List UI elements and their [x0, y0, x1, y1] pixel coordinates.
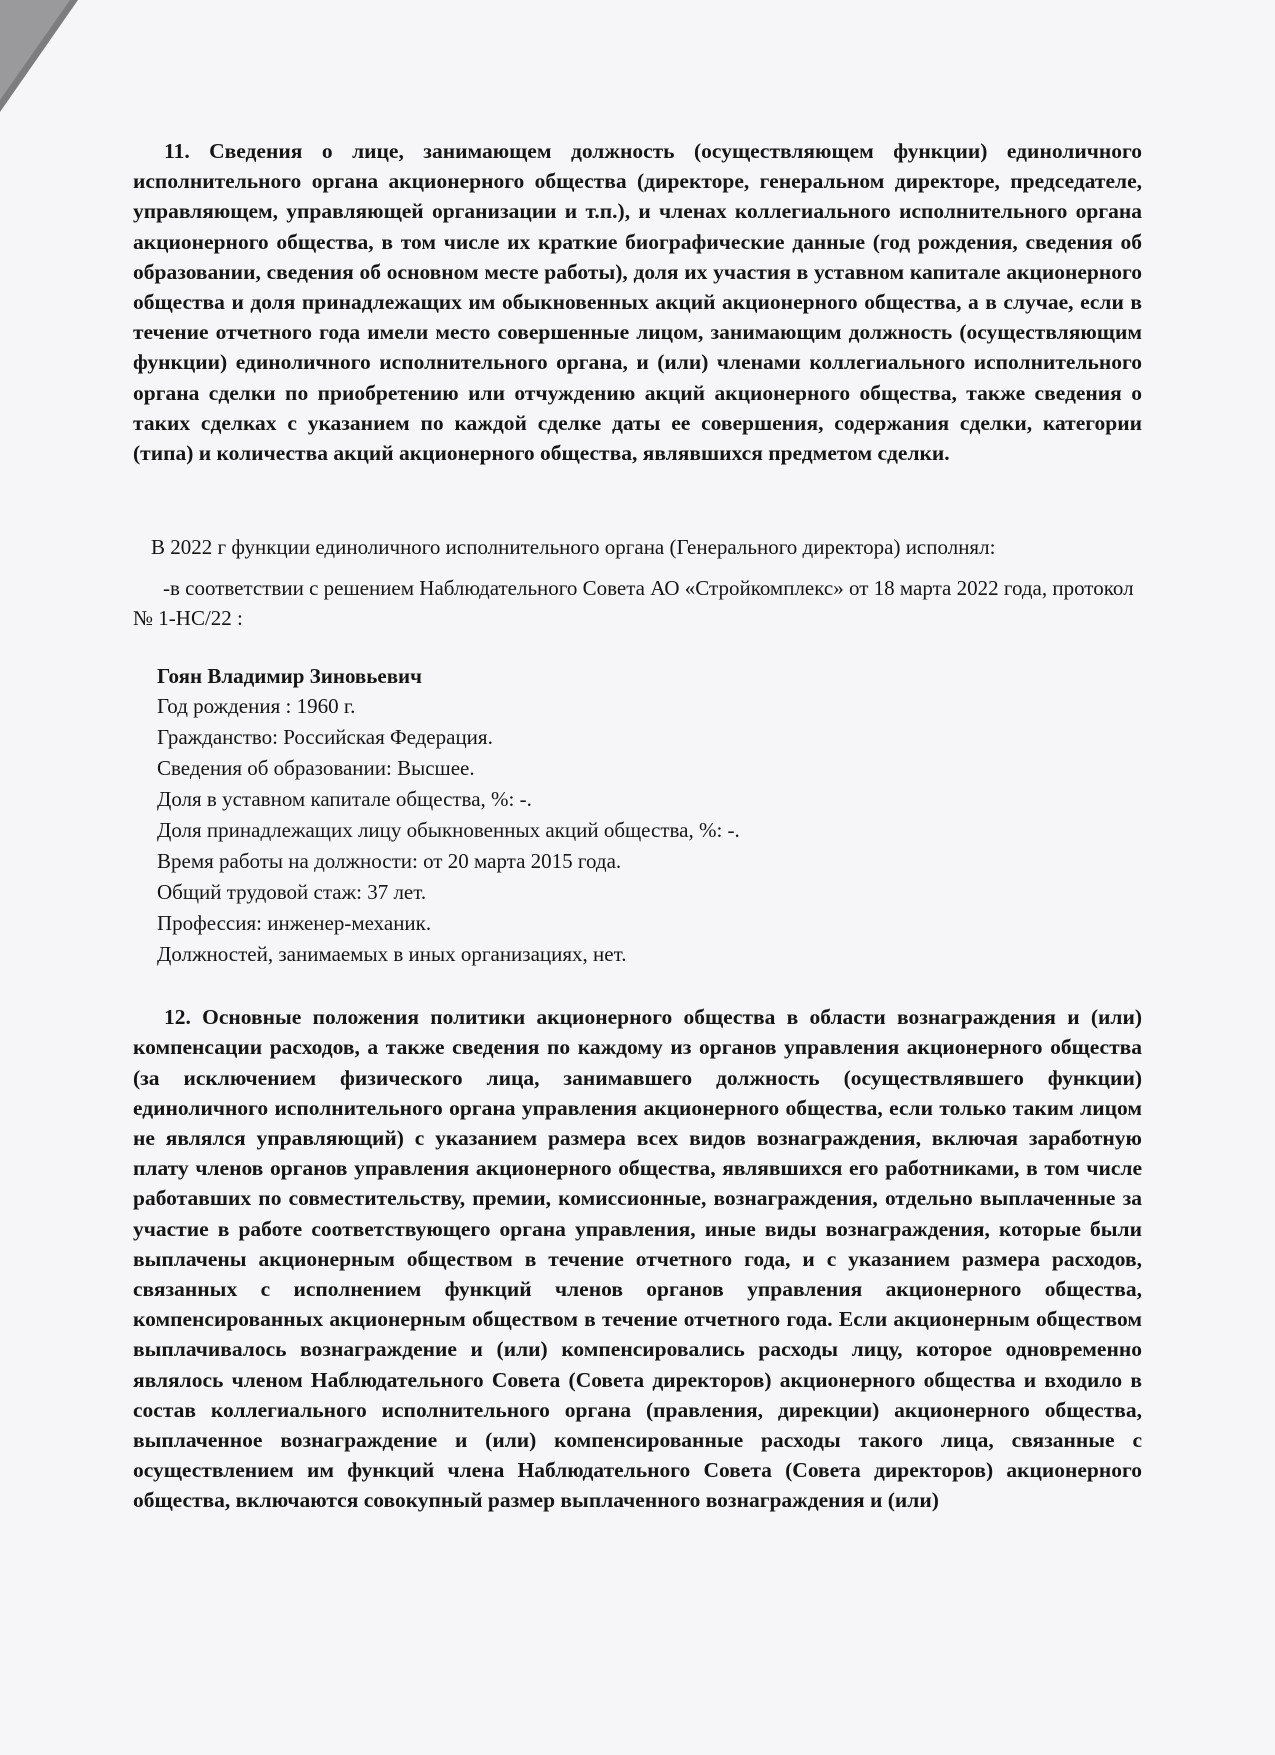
ceo-details [133, 661, 1142, 970]
folded-corner-edge [0, 0, 70, 100]
ceo-shares-share: Доля принадлежащих лицу обыкновенных акций общества, %: -. [157, 818, 740, 843]
ceo-education: Сведения об образовании: Высшее. [157, 756, 475, 781]
ceo-work-experience: Общий трудовой стаж: 37 лет. [157, 880, 427, 905]
ceo-citizenship: Гражданство: Российская Федерация. [157, 725, 493, 750]
section-11-text: 11. Сведения о лице, занимающем должность (осуществляющем функции) единоличного исполнительного органа акционерного общества (директоре, генеральном директоре, председателе, управляющем, управляющей организации и т.п.), и членах коллегиального исполнительного органа акционерного общества, в том числе их краткие биографические данные (год рождения, сведения об образовании, сведения об основном месте работы), доля их участия в уставном капитале акционерного общества и доля принадлежащих им обыкновенных акций акционерного общества, а в случае, если в течение отчетного года имели место совершенные лицом, занимающим должность (осуществляющим функции) единоличного исполнительного органа, и (или) членами коллегиального исполнительного органа сделки по приобретению или отчуждению акций акционерного общества, также сведения о таких сделках с указанием по каждой сделке даты ее совершения, содержания сделки, категории (типа) и количества акций акционерного общества, являвшихся предметом сделки. [133, 139, 1142, 466]
ceo-birth-year: Год рождения : 1960 г. [157, 694, 356, 719]
ceo-tenure: Время работы на должности: от 20 марта 2015 года. [157, 849, 622, 874]
document-body [133, 136, 1142, 1516]
ceo-capital-share: Доля в уставном капитале общества, %: -. [157, 787, 532, 812]
board-resolution-text: -в соответствии с решением Наблюдательного Совета АО «Стройкомплекс» от 18 марта 2022 года, протокол № 1-НС/22 : [133, 576, 1134, 631]
section-12-text: 12. Основные положения политики акционерного общества в области вознаграждения и (или) компенсации расходов, а также сведения по каждому из органов управления акционерного общества (за исключением физического лица, занимавшего должность (осуществлявшего функции) единоличного исполнительного органа управления акционерного общества, если только таким лицом не являлся управляющий) с указанием размера всех видов вознаграждения, включая заработную плату членов органов управления акционерного общества, являвшихся его работниками, в том числе работавших по совместительству, премии, комиссионные, вознаграждения, отдельно выплаченные за участие в работе соответствующего органа управления, иные виды вознаграждения, которые были выплачены акционерным обществом в течение отчетного года, и с указанием размера расходов, связанных с исполнением функций членов органов управления акционерного общества, компенсированных акционерным обществом в течение отчетного года. Если акционерным обществом выплачивалось вознаграждение и (или) компенсировались расходы лицу, которое одновременно являлось членом Наблюдательного Совета (Совета директоров) акционерного общества и входило в состав коллегиального исполнительного органа (правления, дирекции) акционерного общества, выплаченное вознаграждение и (или) компенсированные расходы такого лица, связанные с осуществлением им функций члена Наблюдательного Совета (Совета директоров) акционерного общества, включаются совокупный размер выплаченного вознаграждения и (или) [133, 1005, 1142, 1513]
ceo-profession: Профессия: инженер-механик. [157, 911, 432, 936]
ceo-name: Гоян Владимир Зиновьевич [157, 664, 422, 689]
ceo-intro-text: В 2022 г функции единоличного исполнительного органа (Генерального директора) исполнял: [151, 535, 996, 560]
ceo-other-positions: Должностей, занимаемых в иных организациях, нет. [157, 942, 627, 967]
